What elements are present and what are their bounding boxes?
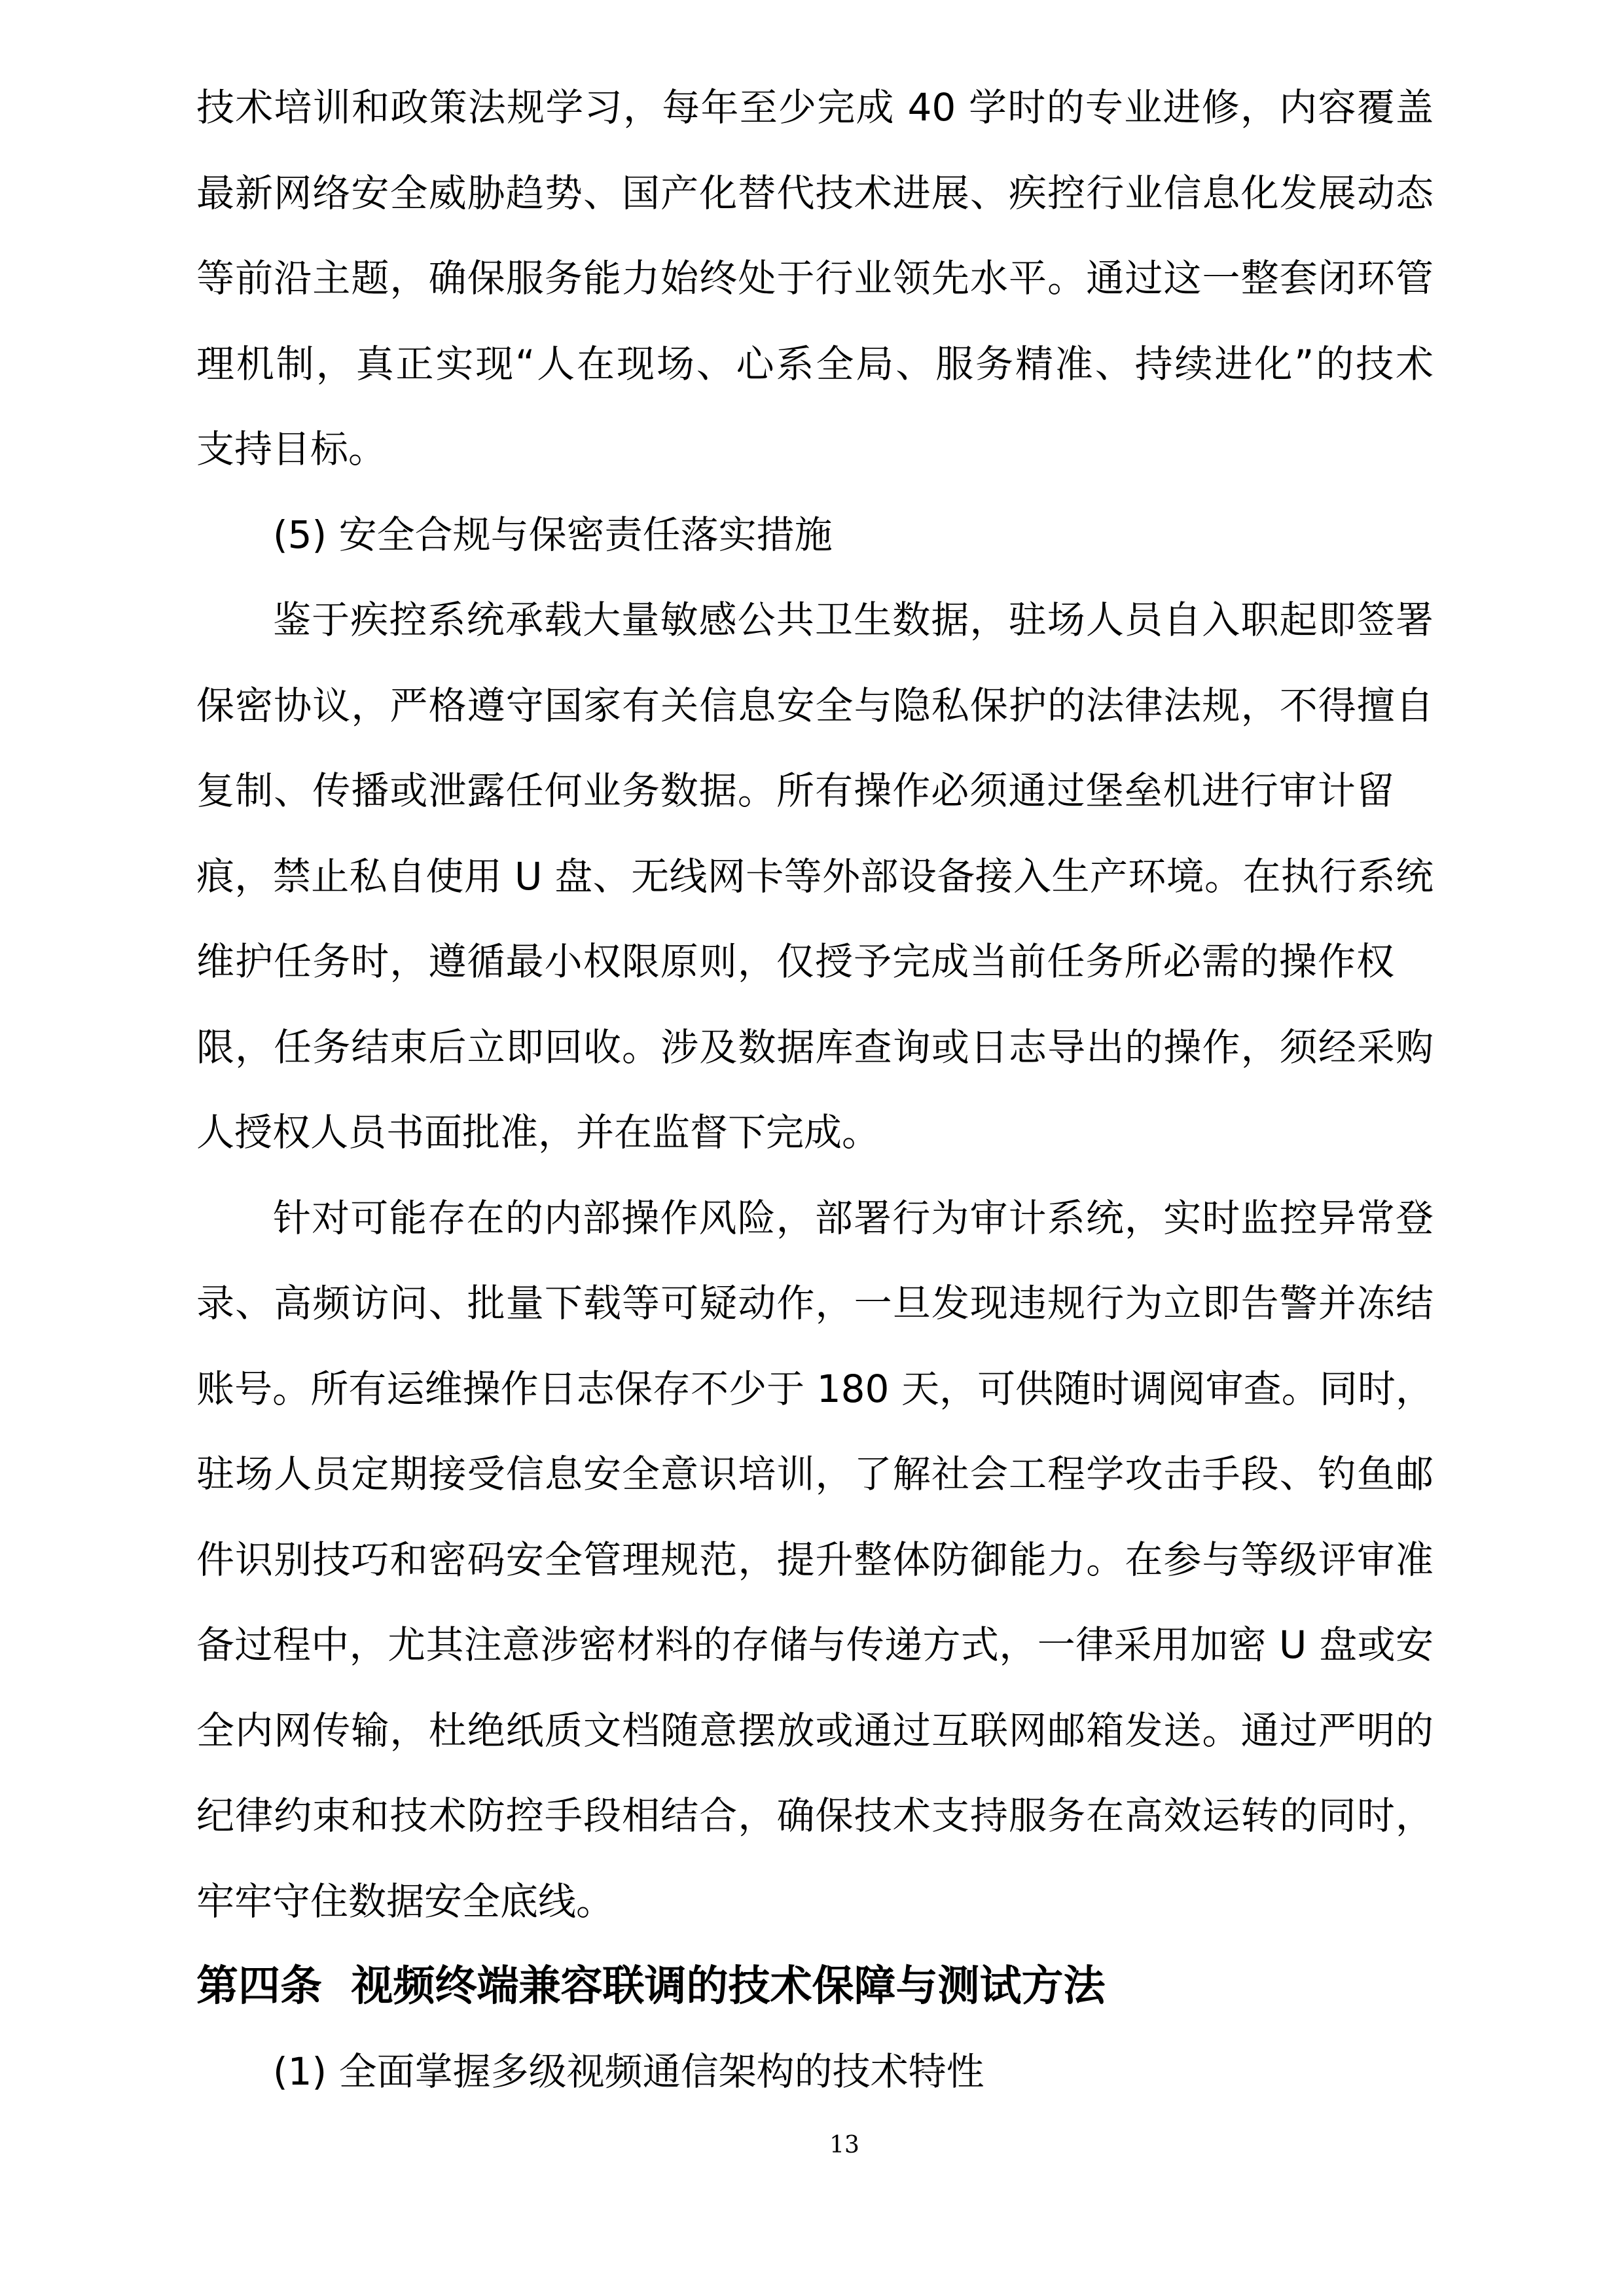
paragraph-line: 鉴于疾控系统承载大量敏感公共卫生数据，驻场人员自入职起即签署 <box>273 598 1434 642</box>
article-heading: 第四条 视频终端兼容联调的技术保障与测试方法 <box>196 1962 1106 2011</box>
paragraph <box>196 65 1434 492</box>
paragraph-line: 技术培训和政策法规学习，每年至少完成 40 学时的专业进修，内容覆盖 <box>196 85 1434 130</box>
paragraph-line: 维护任务时，遵循最小权限原则，仅授予完成当前任务所必需的操作权 <box>196 939 1394 984</box>
paragraph-line: 录、高频访问、批量下载等可疑动作，一旦发现违规行为立即告警并冻结 <box>196 1281 1434 1325</box>
paragraph-line: 备过程中，尤其注意涉密材料的存储与传递方式，一律采用加密 U 盘或安 <box>196 1623 1434 1667</box>
paragraph-line: 复制、传播或泄露任何业务数据。所有操作必须通过堡垒机进行审计留 <box>196 768 1394 813</box>
paragraph <box>196 1175 1434 1945</box>
paragraph <box>196 577 1434 1175</box>
paragraph-line: 痕，禁止私自使用 U 盘、无线网卡等外部设备接入生产环境。在执行系统 <box>196 853 1434 899</box>
paragraph-line: 保密协议，严格遵守国家有关信息安全与隐私保护的法律法规，不得擅自 <box>196 683 1434 728</box>
paragraph-line: 理机制，真正实现“人在现场、心系全局、服务精准、持续进化”的技术 <box>196 341 1434 386</box>
paragraph-line: 全内网传输，杜绝纸质文档随意摆放或通过互联网邮箱发送。通过严明的 <box>196 1708 1434 1753</box>
document-body <box>196 65 1434 2115</box>
paragraph-line: 针对可能存在的内部操作风险，部署行为审计系统，实时监控异常登 <box>273 1195 1434 1240</box>
paragraph-line: 驻场人员定期接受信息安全意识培训，了解社会工程学攻击手段、钓鱼邮 <box>196 1452 1434 1496</box>
paragraph-line: 件识别技巧和密码安全管理规范，提升整体防御能力。在参与等级评审准 <box>196 1537 1434 1582</box>
section-item-title: (5) 安全合规与保密责任落实措施 <box>273 512 833 557</box>
paragraph-line: 等前沿主题，确保服务能力始终处于行业领先水平。通过这一整套闭环管 <box>196 256 1434 300</box>
paragraph-line: 牢牢守住数据安全底线。 <box>196 1878 615 1924</box>
paragraph-line: 账号。所有运维操作日志保存不少于 180 天，可供随时调阅审查。同时， <box>196 1366 1434 1411</box>
paragraph-line: 人授权人员书面批准，并在监督下完成。 <box>196 1110 880 1155</box>
section-item-title: (1) 全面掌握多级视频通信架构的技术特性 <box>273 2049 984 2094</box>
paragraph-line: 限，任务结束后立即回收。涉及数据库查询或日志导出的操作，须经采购 <box>196 1024 1434 1069</box>
paragraph-line: 最新网络安全威胁趋势、国产化替代技术进展、疾控行业信息化发展动态 <box>196 170 1434 215</box>
page-number: 13 <box>829 2132 859 2159</box>
paragraph-line: 纪律约束和技术防控手段相结合，确保技术支持服务在高效运转的同时， <box>196 1793 1434 1838</box>
paragraph-line: 支持目标。 <box>196 427 387 471</box>
